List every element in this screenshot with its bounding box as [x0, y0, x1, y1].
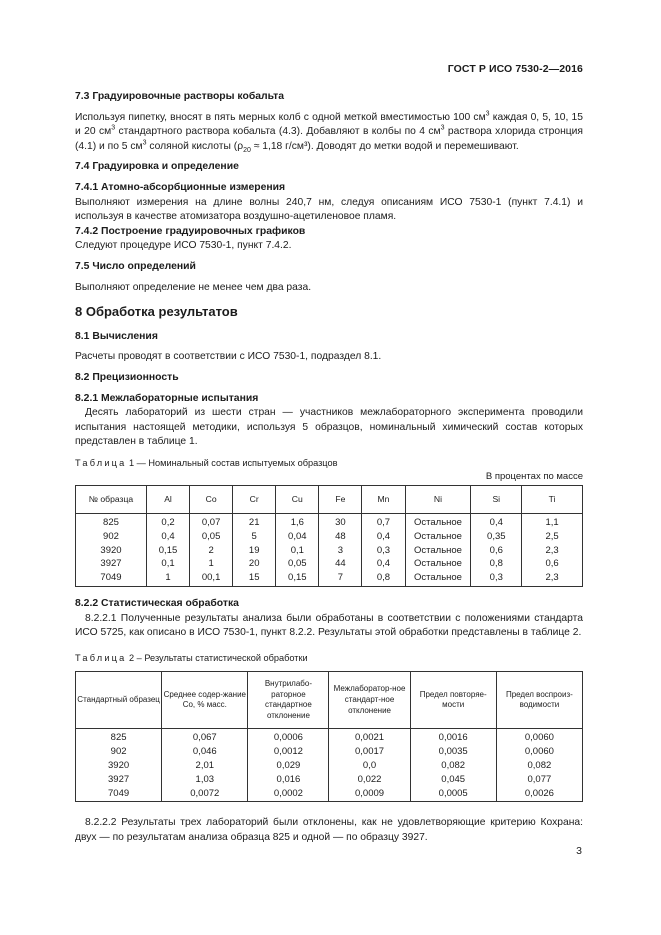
table-cell: 0,0026 — [496, 787, 582, 802]
table-cell: 0,0072 — [162, 787, 248, 802]
section-8-2-1-text: Десять лабораторий из шести стран — участников межлабораторного эксперимента проводили испытания настоящей методики, используя 5 образцов, номинальный химический состав которых представлен в таблице 1. — [75, 407, 583, 448]
table-cell: 0,016 — [248, 773, 329, 787]
table-cell: 0,0060 — [496, 745, 582, 759]
table-cell: 0,05 — [190, 530, 233, 544]
table-cell: 3920 — [76, 759, 162, 773]
section-7-3-title: 7.3 Градуировочные растворы кобальта — [75, 91, 284, 102]
table-cell: 0,7 — [362, 514, 405, 530]
table-cell: 0,0060 — [496, 729, 582, 745]
section-8-2-2-1-text: 8.2.2.1 Полученные результаты анализа были обработаны в соответствии с положениями стандарта ИСО 5725, как описано в ИСО 7530-1, пункт 8.2.2. Результаты этой обработки представлены в таблице 2. — [75, 612, 583, 639]
table-cell: 825 — [76, 729, 162, 745]
table-cell: 825 — [76, 514, 147, 530]
table-header-cell: Среднее содер-жание Co, % масс. — [162, 672, 248, 729]
table-cell: 0,07 — [190, 514, 233, 530]
table-cell: Остальное — [405, 571, 471, 586]
section-8-1-title: 8.1 Вычисления — [75, 330, 158, 342]
table-cell: 0,0006 — [248, 729, 329, 745]
section-7-5-title: 7.5 Число определений — [75, 260, 196, 272]
table-header-cell: Al — [146, 486, 189, 514]
table-cell: 0,045 — [410, 773, 496, 787]
table-header-cell: Cu — [276, 486, 319, 514]
table-cell: Остальное — [405, 514, 471, 530]
table-header-cell: Внутрилабо-раторное стандартное отклонение — [248, 672, 329, 729]
table-cell: 0,3 — [471, 571, 522, 586]
table-header-cell: Межлаборатор-ное стандарт-ное отклонение — [329, 672, 410, 729]
table-cell: 0,4 — [362, 557, 405, 571]
table-cell: 0,0035 — [410, 745, 496, 759]
table-cell: 0,2 — [146, 514, 189, 530]
table-cell: 3 — [319, 544, 362, 558]
table-row — [76, 530, 583, 544]
table-cell: 0,046 — [162, 745, 248, 759]
table-header-cell: Ti — [522, 486, 583, 514]
table-cell: 3927 — [76, 773, 162, 787]
section-8-2-2-2-text: 8.2.2.2 Результаты трех лабораторий были отклонены, как не удовлетворяющие критерию Кохрана: двух — по результатам анализа образца 825 и одной — по образцу 3927. — [75, 817, 583, 843]
page-number: 3 — [576, 845, 582, 857]
table-cell: 0,067 — [162, 729, 248, 745]
table-cell: 0,029 — [248, 759, 329, 773]
section-7-4-title: 7.4 Градуировка и определение — [75, 161, 239, 173]
table-row — [76, 514, 583, 530]
section-8-title: 8 Обработка результатов — [75, 304, 238, 320]
section-7-4-2-title: 7.4.2 Построение градуировочных графиков — [75, 225, 306, 237]
section-8-2-title: 8.2 Прецизионность — [75, 371, 179, 383]
table-cell: 0,6 — [471, 544, 522, 558]
table-cell: 44 — [319, 557, 362, 571]
table-cell: 0,082 — [410, 759, 496, 773]
table-cell: 20 — [233, 557, 276, 571]
table-1-unit-note: В процентах по массе — [485, 471, 583, 483]
table-cell: 0,022 — [329, 773, 410, 787]
table-2 — [75, 671, 583, 802]
table-cell: 0,0009 — [329, 787, 410, 802]
section-7-4-1-text: Выполняют измерения на длине волны 240,7 нм, следуя описаниям ИСО 7530-1 (пункт 7.4.1) и используя в качестве атомизатора воздушно-ацетиленовое пламя. — [75, 196, 583, 223]
table-cell: 00,1 — [190, 571, 233, 586]
table-cell: 0,0 — [329, 759, 410, 773]
section-8-1-text: Расчеты проводят в соответствии с ИСО 7530-1, подраздел 8.1. — [75, 351, 382, 363]
table-cell: 30 — [319, 514, 362, 530]
table-cell: 0,0002 — [248, 787, 329, 802]
table-row — [76, 557, 583, 571]
table-header-cell: Стандартный образец — [76, 672, 162, 729]
table-cell: 0,0012 — [248, 745, 329, 759]
table-header-cell: Mn — [362, 486, 405, 514]
table-cell: 0,4 — [146, 530, 189, 544]
table-cell: 0,15 — [276, 571, 319, 586]
table-cell: Остальное — [405, 530, 471, 544]
table-cell: 0,6 — [522, 557, 583, 571]
table-1-caption: Таблица 1 — Номинальный состав испытуемых образцов — [75, 457, 338, 468]
section-7-4-2-text: Следуют процедуре ИСО 7530-1, пункт 7.4.2. — [75, 240, 292, 252]
table-cell: 7049 — [76, 571, 147, 586]
table-cell: 0,05 — [276, 557, 319, 571]
table-cell: 0,04 — [276, 530, 319, 544]
table-cell: 0,0017 — [329, 745, 410, 759]
table-cell: 1,6 — [276, 514, 319, 530]
table-cell: 15 — [233, 571, 276, 586]
table-cell: 0,0005 — [410, 787, 496, 802]
table-cell: Остальное — [405, 544, 471, 558]
table-cell: 1 — [146, 571, 189, 586]
table-cell: 2 — [190, 544, 233, 558]
table-header-cell: Cr — [233, 486, 276, 514]
table-row — [76, 745, 583, 759]
table-header-cell: Co — [190, 486, 233, 514]
table-1 — [75, 485, 583, 587]
section-7-3-text: Используя пипетку, вносят в пять мерных колб с одной меткой вместимостью 100 $см^3$ каждая 0, 5, 10, 15 и 20 $см^3$ стандартного раствора кобальта (4.3). Добавляют в колбы по 4 $см^3$ раствора хлорида стронция (4.1) и по 5 $см^3$ соляной кислоты ($\rho_{20} \approx 1,18$ г/см³). Доводят до метки водой и перемешивают. — [75, 110, 584, 154]
table-cell: 1,1 — [522, 514, 583, 530]
table-cell: 2,01 — [162, 759, 248, 773]
table-cell: 3920 — [76, 544, 147, 558]
table-header-cell: Fe — [319, 486, 362, 514]
table-cell: 0,1 — [146, 557, 189, 571]
table-row — [76, 759, 583, 773]
table-2-header-row — [76, 672, 583, 729]
section-8-2-1-title: 8.2.1 Межлабораторные испытания — [75, 392, 259, 404]
table-row — [76, 729, 583, 745]
table-cell: 7049 — [76, 787, 162, 802]
table-cell: 0,4 — [471, 514, 522, 530]
section-8-2-2-title: 8.2.2 Статистическая обработка — [75, 598, 239, 610]
table-cell: 902 — [76, 530, 147, 544]
table-cell: 0,3 — [362, 544, 405, 558]
table-cell: 0,1 — [276, 544, 319, 558]
table-2-caption: Таблица 2 – Результаты статистической обработки — [75, 652, 308, 663]
page-content — [75, 90, 583, 846]
table-cell: 3927 — [76, 557, 147, 571]
table-header-cell: Предел повторяе-мости — [410, 672, 496, 729]
table-cell: 21 — [233, 514, 276, 530]
table-cell: 5 — [233, 530, 276, 544]
page-header: ГОСТ Р ИСО 7530-2—2016 — [447, 63, 583, 75]
table-row — [76, 787, 583, 802]
table-cell: 0,8 — [362, 571, 405, 586]
table-cell: 0,4 — [362, 530, 405, 544]
table-cell: 0,082 — [496, 759, 582, 773]
table-cell: 0,0016 — [410, 729, 496, 745]
table-cell: 2,3 — [522, 544, 583, 558]
table-cell: 2,3 — [522, 571, 583, 586]
table-cell: 0,8 — [471, 557, 522, 571]
table-cell: 902 — [76, 745, 162, 759]
table-cell: 0,0021 — [329, 729, 410, 745]
section-7-4-1-title: 7.4.1 Атомно-абсорбционные измерения — [75, 181, 286, 193]
table-cell: 1,03 — [162, 773, 248, 787]
table-row — [76, 544, 583, 558]
table-header-cell: № образца — [76, 486, 147, 514]
section-7-5-text: Выполняют определение не менее чем два раза. — [75, 281, 312, 293]
table-row — [76, 571, 583, 586]
table-1-header-row — [76, 486, 583, 514]
table-cell: 7 — [319, 571, 362, 586]
table-header-cell: Si — [471, 486, 522, 514]
table-cell: 48 — [319, 530, 362, 544]
table-cell: Остальное — [405, 557, 471, 571]
table-cell: 1 — [190, 557, 233, 571]
table-cell: 0,077 — [496, 773, 582, 787]
table-header-cell: Ni — [405, 486, 471, 514]
table-cell: 2,5 — [522, 530, 583, 544]
table-row — [76, 773, 583, 787]
table-header-cell: Предел воспроиз-водимости — [496, 672, 582, 729]
table-cell: 0,35 — [471, 530, 522, 544]
table-cell: 19 — [233, 544, 276, 558]
table-cell: 0,15 — [146, 544, 189, 558]
